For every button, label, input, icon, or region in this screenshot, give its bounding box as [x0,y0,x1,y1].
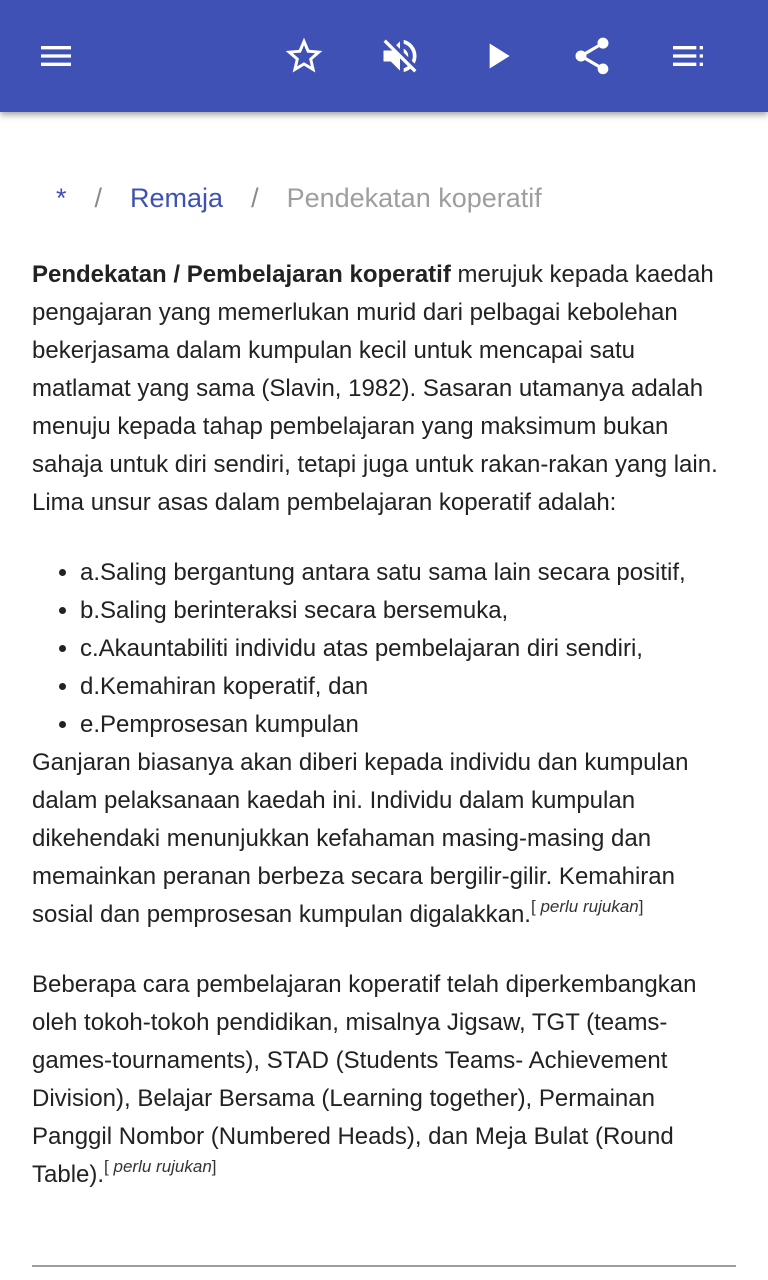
list-item: • a.Saling bergantung antara satu sama lain secara positif, [80,554,738,592]
list-item: • b.Saling berinteraksi secara bersemuka, [80,592,738,630]
elements-list [32,554,738,744]
article-intro-text: merujuk kepada kaedah pengajaran yang memerlukan murid dari pelbagai kebolehan bekerjasama dalam kumpulan kecil untuk mencapai satu matlamat yang sama (Slavin, 1982). Sasaran utamanya adalah menuju kepada tahap pembelajaran yang maksimum bukan sahaja untuk diri sendiri, tetapi juga untuk rakan-rakan yang lain. Lima unsur asas dalam pembelajaran koperatif adalah: [32,261,718,516]
list-item: • c.Akauntabiliti individu atas pembelajaran diri sendiri, [80,630,738,668]
play-button[interactable] [462,20,534,92]
bookmark-star-button[interactable] [268,20,340,92]
paragraph-text: Ganjaran biasanya akan diberi kepada individu dan kumpulan dalam pelaksanaan kaedah ini. Individu dalam kumpulan dikehendaki menunjukkan kefahaman masing-masing dan memainkan peranan berbeza secara bergilir-gilir. Kemahiran sosial dan pemprosesan kumpulan digalakkan. [32,749,689,928]
breadcrumb-separator: / [251,182,259,213]
breadcrumb-parent-link[interactable]: Remaja [130,182,224,213]
article-intro [32,256,738,522]
article-paragraph-3 [32,966,738,1194]
list-item: • e.Pemprosesan kumpulan [80,706,738,744]
section-divider [32,1265,736,1267]
playlist-icon [668,36,708,76]
app-bar [0,0,768,112]
article-term: Pendekatan / Pembelajaran koperatif [32,261,451,288]
paragraph-text: Beberapa cara pembelajaran koperatif telah diperkembangkan oleh tokoh-tokoh pendidikan, misalnya Jigsaw, TGT (teams-games-tournaments), STAD (Students Teams- Achievement Division), Belajar Bersama (Learning together), Permainan Panggil Nombor (Numbered Heads), dan Meja Bulat (Round Table). [32,971,697,1188]
menu-icon [36,36,76,76]
breadcrumb-separator: / [94,182,103,213]
mute-button[interactable] [364,20,436,92]
list-item: • d.Kemahiran koperatif, dan [80,668,738,706]
breadcrumb [56,178,542,218]
share-button[interactable] [556,20,628,92]
breadcrumb-home-link[interactable]: * [56,182,67,213]
star-outline-icon [282,34,326,78]
share-icon [570,34,614,78]
play-icon [478,36,518,76]
table-of-contents-button[interactable] [652,20,724,92]
citation-needed-link[interactable]: [ perlu rujukan] [530,897,644,916]
article-paragraph-2 [32,744,738,934]
menu-button[interactable] [20,20,92,92]
citation-needed-link[interactable]: [ perlu rujukan] [104,1157,217,1176]
volume-off-icon [378,34,422,78]
breadcrumb-current: Pendekatan koperatif [286,182,542,213]
article-body [32,256,738,1194]
